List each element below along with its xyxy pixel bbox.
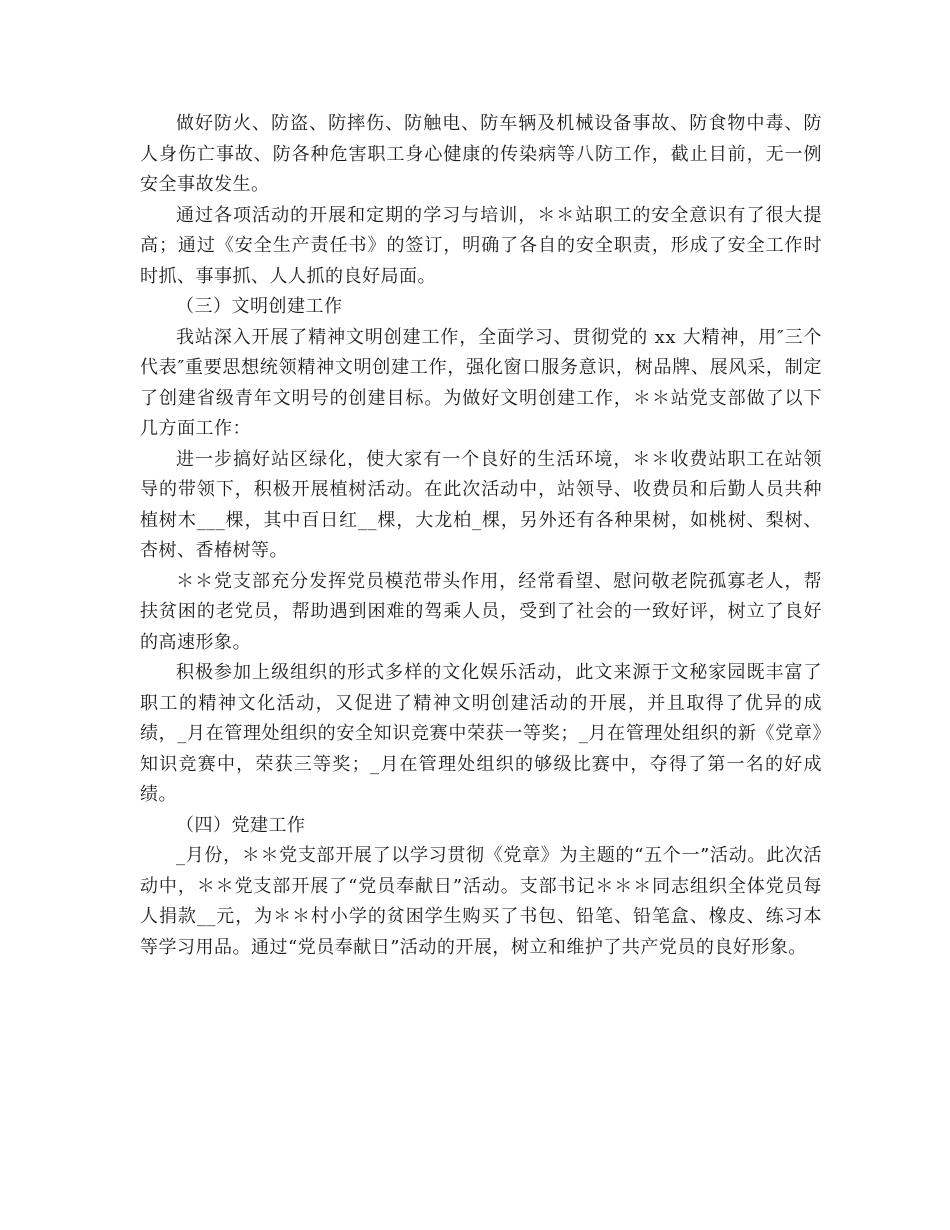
paragraph-party-activity: _月份，＊＊党支部开展了以学习贯彻《党章》为主题的“五个一”活动。此次活动中，＊＊党支部开展了“党员奉献日”活动。支部书记＊＊＊同志组织全体党员每人捐款__元，为＊＊村小学的贫困学生购买了书包、铅笔、铅笔盒、橡皮、练习本等学习用品。通过“党员奉献日”活动的开展，树立和维护了共产党员的良好形象。: [140, 845, 822, 958]
paragraph-cultural-activities: 积极参加上级组织的形式多样的文化娱乐活动，此文来源于文秘家园既丰富了职工的精神文化活动，又促进了精神文明创建活动的开展，并且取得了优异的成绩，_月在管理处组织的安全知识竞赛中荣获一等奖；_月在管理处组织的新《党章》知识竞赛中，荣获三等奖；_月在管理处组织的够级比赛中，夺得了第一名的好成绩。: [140, 662, 822, 805]
paragraph-civilization-intro: 我站深入开展了精神文明创建工作，全面学习、贯彻党的 xx 大精神，用″三个代表″重要思想统领精神文明创建工作，强化窗口服务意识，树品牌、展风采，制定了创建省级青年文明号的创建目标。为做好文明创建工作，＊＊站党支部做了以下几方面工作：: [140, 326, 822, 439]
paragraph-greening: 进一步搞好站区绿化，使大家有一个良好的生活环境，＊＊收费站职工在站领导的带领下，积极开展植树活动。在此次活动中，站领导、收费员和后勤人员共种植树木___棵，其中百日红__棵，大龙柏_棵，另外还有各种果树，如桃树、梨树、杏树、香椿树等。: [140, 448, 822, 561]
section-heading-party-building: （四）党建工作: [176, 814, 306, 836]
paragraph-party-model: ＊＊党支部充分发挥党员模范带头作用，经常看望、慰问敬老院孤寡老人，帮扶贫困的老党员，帮助遇到困难的驾乘人员，受到了社会的一致好评，树立了良好的高速形象。: [140, 570, 822, 653]
paragraph-safety-prevention: 做好防火、防盗、防摔伤、防触电、防车辆及机械设备事故、防食物中毒、防人身伤亡事故、防各种危害职工身心健康的传染病等八防工作，截止目前，无一例安全事故发生。: [140, 113, 822, 195]
section-heading-civilization: （三）文明创建工作: [176, 296, 343, 317]
paragraph-safety-awareness: 通过各项活动的开展和定期的学习与培训，＊＊站职工的安全意识有了很大提高；通过《安全生产责任书》的签订，明确了各自的安全职责，形成了安全工作时时抓、事事抓、人人抓的良好局面。: [140, 204, 822, 287]
